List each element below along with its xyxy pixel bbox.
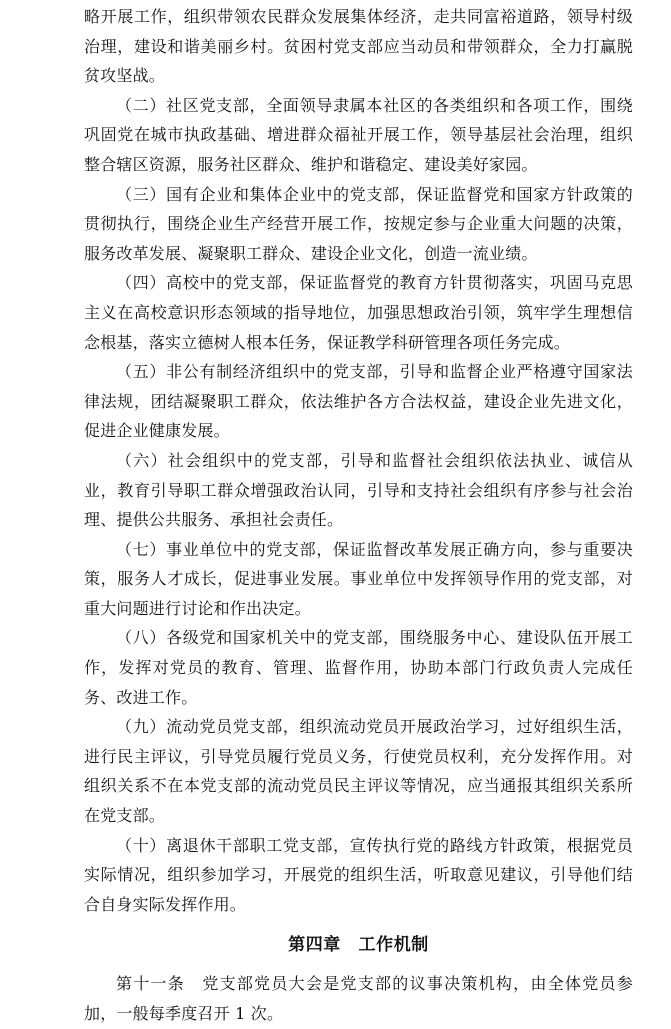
paragraph-public-institution-branch: （七）事业单位中的党支部，保证监督改革发展正确方向，参与重要决策，服务人才成长，促进事业发展。事业单位中发挥领导作用的党支部，对重大问题进行讨论和作出决定。 (84, 539, 633, 618)
paragraph-state-organ-branch: （八）各级党和国家机关中的党支部，围绕服务中心、建设队伍开展工作，发挥对党员的教育、管理、监督作用，协助本部门行政负责人完成任务、改进工作。 (84, 628, 633, 707)
paragraph-retired-staff-branch: （十）离退休干部职工党支部，宣传执行党的路线方针政策，根据党员实际情况，组织参加学习，开展党的组织生活，听取意见建议，引导他们结合自身实际发挥作用。 (84, 835, 633, 914)
article-eleven: 第十一条 党支部党员大会是党支部的议事决策机构，由全体党员参加，一般每季度召开 1 次。 (84, 974, 633, 1023)
paragraph-state-enterprise-branch: （三）国有企业和集体企业中的党支部，保证监督党和国家方针政策的贯彻执行，围绕企业生产经营开展工作，按规定参与企业重大问题的决策，服务改革发展、凝聚职工群众、建设企业文化，创造一流业绩。 (84, 184, 633, 263)
paragraph-continued: 略开展工作，组织带领农民群众发展集体经济，走共同富裕道路，领导村级治理，建设和谐美丽乡村。贫困村党支部应当动员和带领群众，全力打赢脱贫攻坚战。 (84, 7, 633, 86)
chapter-heading: 第四章 工作机制 (288, 935, 429, 956)
paragraph-social-organization-branch: （六）社会组织中的党支部，引导和监督社会组织依法执业、诚信从业，教育引导职工群众增强政治认同，引导和支持社会组织有序参与社会治理、提供公共服务、承担社会责任。 (84, 450, 633, 530)
paragraph-non-public-economy-branch: （五）非公有制经济组织中的党支部，引导和监督企业严格遵守国家法律法规，团结凝聚职工群众，依法维护各方合法权益，建设企业先进文化，促进企业健康发展。 (84, 362, 633, 441)
paragraph-mobile-member-branch: （九）流动党员党支部，组织流动党员开展政治学习，过好组织生活，进行民主评议，引导党员履行党员义务，行使党员权利，充分发挥作用。对组织关系不在本党支部的流动党员民主评议等情况，应当通报其组织关系所在党支部。 (84, 717, 633, 826)
paragraph-university-branch: （四）高校中的党支部，保证监督党的教育方针贯彻落实，巩固马克思主义在高校意识形态领域的指导地位，加强思想政治引领，筑牢学生理想信念根基，落实立德树人根本任务，保证教学科研管理各项任务完成。 (84, 273, 633, 352)
paragraph-community-branch: （二）社区党支部，全面领导隶属本社区的各类组织和各项工作，围绕巩固党在城市执政基础、增进群众福祉开展工作，领导基层社会治理，组织整合辖区资源，服务社区群众、维护和谐稳定、建设美好家园。 (84, 95, 633, 174)
